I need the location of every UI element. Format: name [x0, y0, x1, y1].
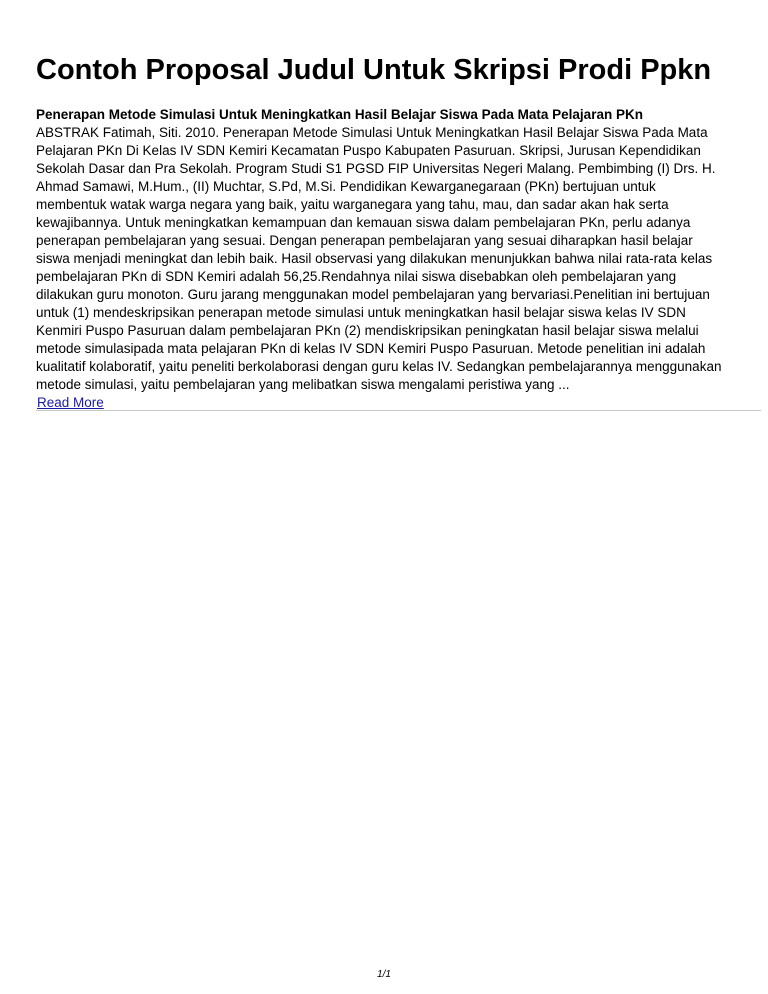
article-title: Penerapan Metode Simulasi Untuk Meningkatkan Hasil Belajar Siswa Pada Mata Pelajaran PKn — [36, 107, 643, 122]
article-body: ABSTRAK Fatimah, Siti. 2010. Penerapan Metode Simulasi Untuk Meningkatkan Hasil Belajar Siswa Pada Mata Pelajaran PKn Di Kelas IV SDN Kemiri Kecamatan Puspo Kabupaten Pasuruan. Skripsi, Jurusan Kependidikan Sekolah Dasar dan Pra Sekolah. Program Studi S1 PGSD FIP Universitas Negeri Malang. Pembimbing (I) Drs. H. Ahmad Samawi, M.Hum., (II) Muchtar, S.Pd, M.Si. Pendidikan Kewarganegaraan (PKn) bertujuan untuk membentuk watak warga negara yang baik, yaitu warganegara yang tahu, mau, dan sadar akan hak serta kewajibannya. Untuk meningkatkan kemampuan dan kemauan siswa dalam pembelajaran PKn, perlu adanya penerapan pembelajaran yang sesuai. Dengan penerapan pembelajaran yang sesuai diharapkan hasil belajar siswa menjadi meningkat dan lebih baik. Hasil observasi yang dilakukan menunjukkan bahwa nilai rata-rata kelas pembelajaran PKn di SDN Kemiri adalah 56,25.Rendahnya nilai siswa disebabkan oleh pembelajaran yang dilakukan guru monoton. Guru jarang menggunakan model pembelajaran yang bervariasi.Penelitian ini bertujuan untuk (1) mendeskripsikan penerapan metode simulasi untuk meningkatkan hasil belajar siswa kelas IV SDN Kenmiri Puspo Pasuruan dalam pembelajaran PKn (2) mendiskripsikan peningkatan hasil belajar siswa melalui metode simulasipada mata pelajaran PKn di kelas IV SDN Kemiri Puspo Pasuruan. Metode penelitian ini adalah kualitatif kolaboratif, yaitu peneliti berkolaborasi dengan guru kelas IV. Sedangkan pembelajarannya menggunakan metode simulasi, yaitu pembelajaran yang melibatkan siswa mengalami peristiwa yang ... — [36, 125, 722, 392]
read-more-link[interactable]: Read More — [37, 395, 104, 410]
article — [36, 106, 726, 412]
page-number: 1/1 — [377, 969, 391, 980]
divider — [36, 410, 761, 411]
page-title: Contoh Proposal Judul Untuk Skripsi Prodi Ppkn — [36, 54, 712, 86]
